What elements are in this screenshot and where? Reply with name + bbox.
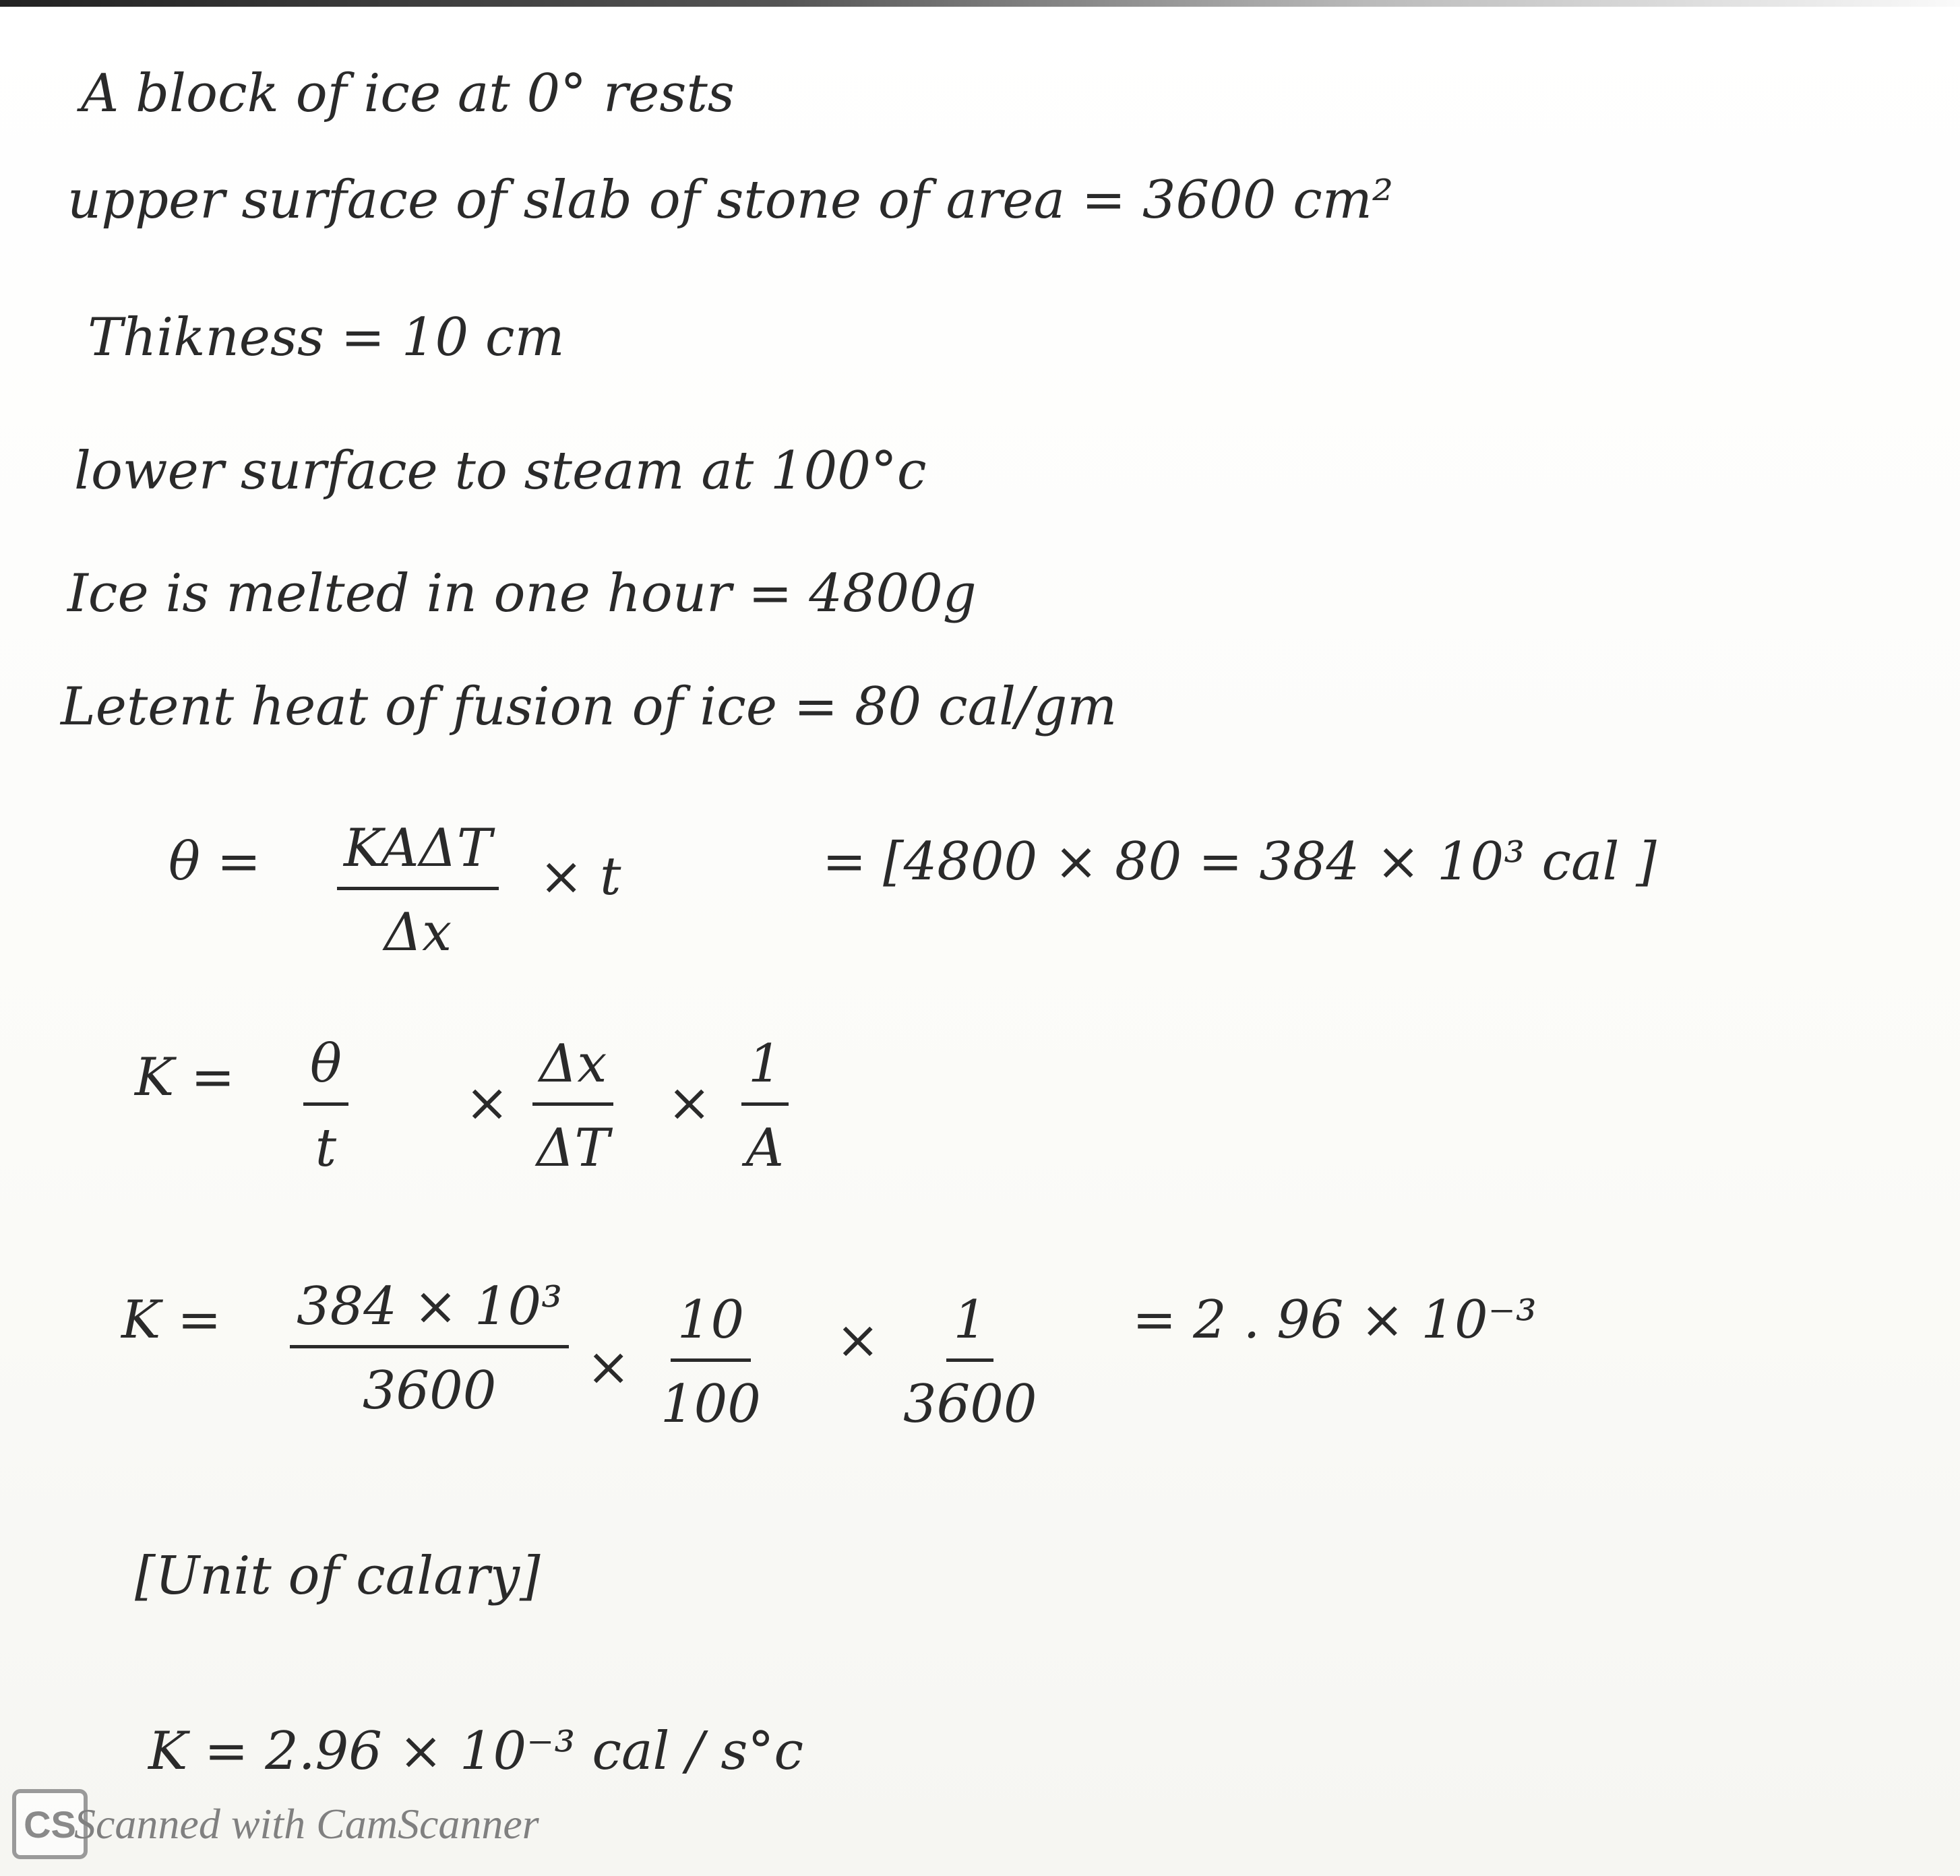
eq3-f1-denominator: 3600 <box>362 1361 497 1421</box>
camscanner-watermark <box>12 1787 539 1861</box>
eq2-times-1: × <box>465 1073 510 1133</box>
given-line-1: A block of ice at 0° rests <box>81 63 735 124</box>
eq3-f1-numerator: 384 × 10³ <box>290 1280 569 1348</box>
eq2-fraction-2 <box>532 1034 613 1179</box>
eq1-numerator: KAΔT <box>337 822 499 890</box>
eq3-f3-numerator: 1 <box>946 1294 993 1362</box>
camscanner-logo-icon: CS <box>12 1789 88 1859</box>
eq2-fraction-1 <box>303 1034 348 1179</box>
eq3-f2-numerator: 10 <box>671 1294 751 1362</box>
final-answer: K = 2.96 × 10⁻³ cal / s°c <box>148 1721 804 1782</box>
eq2-f1-denominator: t <box>315 1118 337 1179</box>
eq3-fraction-2 <box>661 1290 761 1435</box>
eq2-f1-numerator: θ <box>303 1038 348 1106</box>
eq3-fraction-3 <box>903 1290 1037 1435</box>
eq3-times-2: × <box>836 1310 880 1371</box>
eq1-rhs: = [4800 × 80 = 384 × 10³ cal ] <box>822 832 1657 892</box>
eq3-fraction-1 <box>290 1276 569 1421</box>
eq3-f3-denominator: 3600 <box>903 1374 1037 1435</box>
given-line-3: Thikness = 10 cm <box>88 307 565 368</box>
unit-note: [Unit of calary] <box>135 1546 541 1606</box>
eq3-result: = 2 . 96 × 10⁻³ <box>1132 1290 1537 1350</box>
eq2-fraction-3 <box>741 1034 789 1179</box>
eq2-f3-numerator: 1 <box>741 1038 789 1106</box>
eq2-times-2: × <box>667 1073 712 1133</box>
eq3-f2-denominator: 100 <box>661 1374 761 1435</box>
eq3-times-1: × <box>586 1337 631 1398</box>
given-line-2: upper surface of slab of stone of area = 3600 cm² <box>67 170 1394 230</box>
eq1-denominator: Δx <box>384 902 452 963</box>
eq3-lhs: K = <box>121 1290 222 1350</box>
given-line-4: lower surface to steam at 100°c <box>74 441 927 501</box>
eq1-multiplier: × t <box>539 846 621 907</box>
eq1-lhs: θ = <box>169 832 262 892</box>
eq2-f3-denominator: A <box>745 1118 784 1179</box>
eq2-lhs: K = <box>135 1047 235 1108</box>
scan-edge-shadow <box>0 0 1960 7</box>
given-line-5: Ice is melted in one hour = 4800g <box>67 563 977 624</box>
eq1-fraction <box>337 818 499 963</box>
eq2-f2-denominator: ΔT <box>536 1118 610 1179</box>
given-line-6: Letent heat of fusion of ice = 80 cal/gm <box>61 677 1117 737</box>
eq2-f2-numerator: Δx <box>532 1038 613 1106</box>
camscanner-text: Scanned with CamScanner <box>74 1800 539 1848</box>
